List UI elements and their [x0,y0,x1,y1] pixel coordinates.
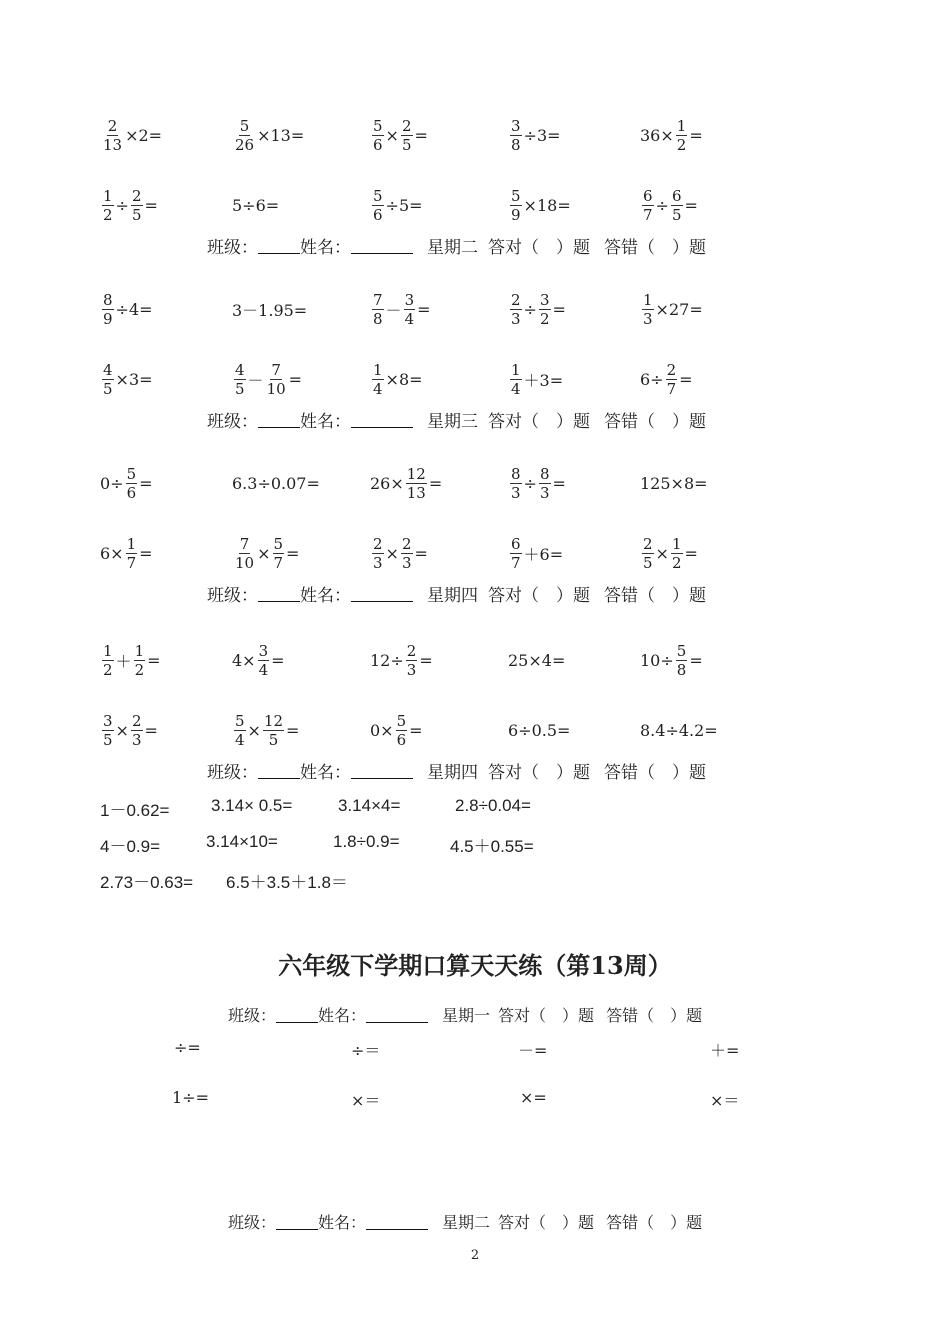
fraction: $\frac{5}{7}$ [273,534,284,572]
status-line-week13-day2 [228,1209,702,1233]
class-blank[interactable] [276,1213,318,1230]
fraction: $\frac{7}{10}$ [235,534,255,572]
decimal-exercise: 2.73－0.63= [100,873,194,892]
fraction: $\frac{1}{4}$ [511,360,521,398]
math-exercise: ÷＝ [351,1041,381,1060]
math-exercise: ＋= [710,1041,740,1060]
math-exercise: 26× $\frac{12}{13}$ = [370,464,443,502]
math-exercise: $\frac{2}{3}$ × $\frac{2}{3}$ = [373,534,428,572]
math-exercise: －= [518,1041,548,1060]
math-exercise: 6.3÷0.07= [232,473,320,493]
class-blank[interactable] [258,762,300,779]
math-exercise: 6× $\frac{1}{7}$ = [100,534,153,572]
math-exercise: $\frac{3}{5}$ × $\frac{2}{3}$ = [103,711,158,749]
math-exercise: $\frac{5}{9}$ ×18= [511,186,571,224]
fraction: $\frac{5}{6}$ [396,711,407,749]
name-blank[interactable] [351,762,413,779]
class-blank[interactable] [258,585,300,602]
correct-count: 答对（ ）题 [488,237,590,258]
fraction: $\frac{1}{4}$ [373,360,383,398]
fraction: $\frac{2}{5}$ [131,186,142,224]
wrong-count: 答错（ ）题 [604,585,706,606]
math-exercise: $\frac{5}{4}$ × $\frac{12}{5}$ = [235,711,300,749]
fraction: $\frac{1}{2}$ [103,641,113,679]
math-exercise: 4× $\frac{3}{4}$ = [232,641,285,679]
name-label: 姓名： [318,1005,367,1025]
fraction: $\frac{3}{2}$ [539,290,550,328]
math-exercise: ×= [520,1088,547,1107]
class-label: 班级： [207,762,258,783]
weekday: 星期一 [442,1005,491,1025]
math-exercise: 6÷ $\frac{2}{7}$ = [640,360,693,398]
math-exercise: $\frac{5}{6}$ × $\frac{2}{5}$ = [373,116,428,154]
fraction: $\frac{3}{5}$ [103,711,113,749]
math-exercise: $\frac{4}{5}$ － $\frac{7}{10}$ = [235,360,303,398]
decimal-exercise: 6.5＋3.5＋1.8＝ [226,873,348,892]
weekday: 星期四 [427,762,478,783]
wrong-count: 答错（ ）题 [606,1212,703,1232]
math-exercise: ÷= [174,1038,201,1057]
status-line [207,233,706,257]
status-line [207,407,706,431]
fraction: $\frac{3}{4}$ [258,641,269,679]
math-exercise: $\frac{6}{7}$ ÷ $\frac{6}{5}$ = [643,186,698,224]
fraction: $\frac{5}{6}$ [373,186,383,224]
wrong-count: 答错（ ）题 [604,237,706,258]
fraction: $\frac{2}{5}$ [401,116,412,154]
math-exercise: $\frac{2}{13}$ ×2= [103,116,163,154]
fraction: $\frac{5}{6}$ [126,464,137,502]
fraction: $\frac{1}{2}$ [676,116,687,154]
decimal-exercise: 1－0.62= [100,801,170,820]
fraction: $\frac{7}{10}$ [266,360,286,398]
fraction: $\frac{8}{3}$ [511,464,521,502]
math-exercise: $\frac{8}{3}$ ÷ $\frac{8}{3}$ = [511,464,566,502]
fraction: $\frac{2}{3}$ [406,641,417,679]
fraction: $\frac{12}{13}$ [406,464,426,502]
fraction: $\frac{2}{3}$ [401,534,412,572]
math-exercise: $\frac{3}{8}$ ÷3= [511,116,561,154]
fraction: $\frac{2}{13}$ [103,116,123,154]
math-exercise: $\frac{5}{26}$ ×13= [235,116,305,154]
name-blank[interactable] [351,585,413,602]
math-exercise: 12÷ $\frac{2}{3}$ = [370,641,433,679]
math-exercise: ×＝ [710,1091,740,1110]
math-exercise: $\frac{5}{6}$ ÷5= [373,186,423,224]
class-blank[interactable] [276,1006,318,1023]
fraction: $\frac{8}{9}$ [103,290,113,328]
math-exercise: 0÷ $\frac{5}{6}$ = [100,464,153,502]
fraction: $\frac{1}{2}$ [103,186,113,224]
math-exercise: 0× $\frac{5}{6}$ = [370,711,423,749]
fraction: $\frac{12}{5}$ [263,711,284,749]
math-exercise: 125×8= [640,473,708,493]
name-label: 姓名： [300,411,351,432]
wrong-count: 答错（ ）题 [604,411,706,432]
decimal-exercise: 2.8÷0.04= [455,796,531,815]
decimal-exercise: 1.8÷0.9= [333,832,400,851]
status-line [207,581,706,605]
math-exercise: ×＝ [351,1091,381,1110]
fraction: $\frac{3}{4}$ [404,290,415,328]
name-label: 姓名： [300,762,351,783]
weekday: 星期四 [427,585,478,606]
name-label: 姓名： [300,237,351,258]
name-blank[interactable] [366,1006,428,1023]
fraction: $\frac{2}{3}$ [131,711,142,749]
fraction: $\frac{5}{8}$ [676,641,687,679]
math-exercise: $\frac{1}{2}$ ÷ $\frac{2}{5}$ = [103,186,158,224]
fraction: $\frac{1}{2}$ [134,641,145,679]
name-blank[interactable] [351,237,413,254]
fraction: $\frac{3}{8}$ [511,116,521,154]
class-label: 班级： [228,1005,277,1025]
math-exercise: $\frac{7}{10}$ × $\frac{5}{7}$ = [235,534,300,572]
status-line-week13-day1 [228,1002,702,1026]
math-exercise: 25×4= [508,650,566,670]
math-exercise: $\frac{2}{3}$ ÷ $\frac{3}{2}$ = [511,290,566,328]
decimal-exercise: 3.14×10= [206,832,278,851]
correct-count: 答对（ ）题 [488,762,590,783]
class-label: 班级： [207,585,258,606]
fraction: $\frac{1}{2}$ [671,534,682,572]
math-exercise: $\frac{1}{4}$ ＋3= [511,360,564,398]
fraction: $\frac{2}{7}$ [666,360,677,398]
weekday: 星期二 [427,237,478,258]
fraction: $\frac{6}{5}$ [671,186,682,224]
page-number: 2 [470,1248,480,1263]
name-blank[interactable] [366,1213,428,1230]
name-label: 姓名： [318,1212,367,1232]
correct-count: 答对（ ）题 [498,1212,595,1232]
math-exercise: 5÷6= [232,195,280,215]
math-exercise: $\frac{1}{4}$ ×8= [373,360,423,398]
wrong-count: 答错（ ）题 [604,762,706,783]
math-exercise: $\frac{1}{2}$ ＋ $\frac{1}{2}$ = [103,641,161,679]
correct-count: 答对（ ）题 [498,1005,595,1025]
fraction: $\frac{6}{7}$ [511,534,521,572]
fraction: $\frac{8}{3}$ [539,464,550,502]
math-exercise: 36× $\frac{1}{2}$ = [640,116,703,154]
fraction: $\frac{5}{4}$ [235,711,245,749]
wrong-count: 答错（ ）题 [606,1005,703,1025]
page-title: 六年级下学期口算天天练（第13周） [278,951,672,980]
fraction: $\frac{5}{9}$ [511,186,521,224]
decimal-exercise: 3.14×4= [338,796,401,815]
name-blank[interactable] [351,411,413,428]
fraction: $\frac{6}{7}$ [643,186,653,224]
fraction: $\frac{1}{7}$ [126,534,137,572]
math-exercise: $\frac{8}{9}$ ÷4= [103,290,153,328]
fraction: $\frac{5}{6}$ [373,116,383,154]
fraction: $\frac{1}{3}$ [643,290,653,328]
name-label: 姓名： [300,585,351,606]
correct-count: 答对（ ）题 [488,411,590,432]
math-exercise: $\frac{1}{3}$ ×27= [643,290,703,328]
fraction: $\frac{5}{26}$ [235,116,255,154]
math-exercise: $\frac{6}{7}$ ＋6= [511,534,564,572]
fraction: $\frac{2}{3}$ [511,290,521,328]
fraction: $\frac{2}{5}$ [643,534,653,572]
weekday: 星期三 [427,411,478,432]
fraction: $\frac{4}{5}$ [235,360,245,398]
class-label: 班级： [228,1212,277,1232]
math-exercise: 3－1.95= [232,300,308,320]
decimal-exercise: 3.14× 0.5= [211,796,293,815]
decimal-exercise: 4.5＋0.55= [450,837,534,856]
math-exercise: 1÷= [172,1088,209,1107]
math-exercise: $\frac{2}{5}$ × $\frac{1}{2}$ = [643,534,698,572]
correct-count: 答对（ ）题 [488,585,590,606]
class-blank[interactable] [258,237,300,254]
class-blank[interactable] [258,411,300,428]
fraction: $\frac{2}{3}$ [373,534,383,572]
decimal-exercise: 4－0.9= [100,837,161,856]
status-line [207,758,706,782]
math-exercise: 10÷ $\frac{5}{8}$ = [640,641,703,679]
class-label: 班级： [207,411,258,432]
fraction: $\frac{7}{8}$ [373,290,383,328]
math-exercise: $\frac{4}{5}$ ×3= [103,360,153,398]
math-exercise: 6÷0.5= [508,720,571,740]
math-exercise: $\frac{7}{8}$ － $\frac{3}{4}$ = [373,290,431,328]
weekday: 星期二 [442,1212,491,1232]
fraction: $\frac{4}{5}$ [103,360,113,398]
math-exercise: 8.4÷4.2= [640,720,718,740]
class-label: 班级： [207,237,258,258]
